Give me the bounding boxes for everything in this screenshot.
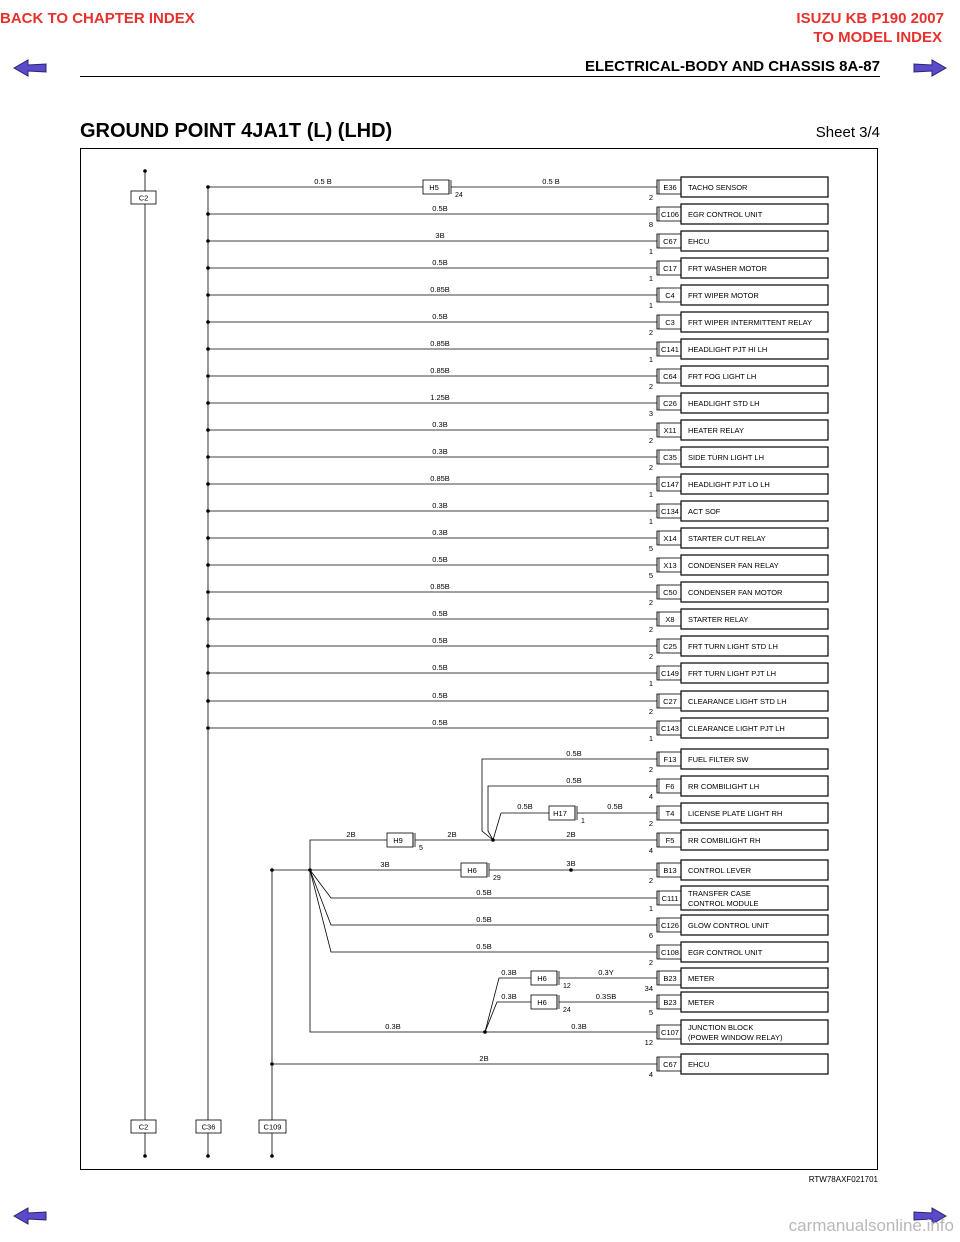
component-name: CLEARANCE LIGHT PJT LH <box>688 724 785 733</box>
component-name: LICENSE PLATE LIGHT RH <box>688 809 783 818</box>
connector-code: B23 <box>663 998 677 1007</box>
junction-dot <box>206 671 210 675</box>
connector-pin: 2 <box>648 625 653 634</box>
connector-pin: 2 <box>648 193 653 202</box>
wire-label: 3B <box>435 231 445 240</box>
connector-code: C108 <box>661 948 679 957</box>
connector-code: X11 <box>663 426 677 435</box>
connector-pin: 1 <box>648 355 653 364</box>
connector-code: C3 <box>665 318 675 327</box>
junction-dot <box>206 509 210 513</box>
component-name: METER <box>688 998 715 1007</box>
wire-label: 0.85B <box>430 285 450 294</box>
connector-pin: 2 <box>648 436 653 445</box>
wire-label: 0.85B <box>430 474 450 483</box>
connector-code: C107 <box>661 1028 679 1037</box>
junction-dot <box>206 536 210 540</box>
junction-dot <box>206 699 210 703</box>
junction-dot <box>206 374 210 378</box>
connector-code: C27 <box>663 697 677 706</box>
connector-code: B23 <box>663 974 677 983</box>
component-name: RR COMBILIGHT RH <box>688 836 761 845</box>
connector-code: C111 <box>661 894 679 903</box>
wire-label: 0.3SB <box>595 992 617 1001</box>
junction-dot <box>491 838 495 842</box>
connector-pin: 2 <box>648 328 653 337</box>
ground-c36-label: C36 <box>201 1122 216 1132</box>
wiring-diagram <box>80 148 878 1170</box>
component-name: EHCU <box>688 1060 710 1069</box>
connector-code: X8 <box>665 615 675 624</box>
connector-pin: 2 <box>648 598 653 607</box>
wire-label: 0.3B <box>501 992 517 1001</box>
component-name: STARTER CUT RELAY <box>688 534 766 543</box>
connector-pin: 5 <box>648 544 653 553</box>
wire-label: 0.5B <box>476 915 492 924</box>
wire-label: 0.5B <box>607 802 623 811</box>
splice-h6-label: H6 <box>537 974 547 983</box>
component-name: TRANSFER CASE <box>688 889 751 898</box>
component-name: SIDE TURN LIGHT LH <box>688 453 764 462</box>
component-name: CONDENSER FAN RELAY <box>688 561 779 570</box>
connector-code: C4 <box>665 291 675 300</box>
wire-label: 2B <box>479 1054 489 1063</box>
component-name: GLOW CONTROL UNIT <box>688 921 769 930</box>
wire <box>310 840 390 870</box>
connector-pin: 6 <box>648 931 653 940</box>
connector-code: C149 <box>661 669 679 678</box>
connector-pin: 1 <box>648 517 653 526</box>
connector-pin: 12 <box>644 1038 653 1047</box>
component-name: CLEARANCE LIGHT STD LH <box>688 697 787 706</box>
wire <box>310 870 657 952</box>
next-page-arrow-icon[interactable] <box>912 58 948 78</box>
connector-code: C50 <box>663 588 677 597</box>
junction-dot <box>206 185 210 189</box>
connector-code: F13 <box>663 755 677 764</box>
component-name: METER <box>688 974 715 983</box>
component-name: FRT WASHER MOTOR <box>688 264 767 273</box>
connector-pin: 4 <box>648 1070 653 1079</box>
connector-pin: 1 <box>648 274 653 283</box>
connector-pin: 5 <box>648 1008 653 1017</box>
component-name: FRT FOG LIGHT LH <box>688 372 757 381</box>
connector-code: C147 <box>661 480 679 489</box>
to-model-index-link[interactable]: TO MODEL INDEX <box>813 29 942 46</box>
connector-code: C35 <box>663 453 677 462</box>
connector-code: F6 <box>665 782 675 791</box>
wire-label: 0.5 B <box>542 177 560 186</box>
page-title: GROUND POINT 4JA1T (L) (LHD) <box>80 120 393 142</box>
connector-code: C26 <box>663 399 677 408</box>
connector-pin: 1 <box>648 904 653 913</box>
connector-pin: 1 <box>648 247 653 256</box>
connector-pin: 5 <box>648 571 653 580</box>
connector-pin: 1 <box>648 734 653 743</box>
wire-label: 0.3B <box>432 501 448 510</box>
wire-label: 0.5B <box>432 609 448 618</box>
component-name: FUEL FILTER SW <box>688 755 749 764</box>
connector-code: B13 <box>663 866 677 875</box>
junction-dot <box>206 726 210 730</box>
connector-code: C67 <box>663 1060 677 1069</box>
splice-h5-pin: 24 <box>455 192 463 199</box>
wire-label: 0.5B <box>432 312 448 321</box>
wire-label: 0.5B <box>432 204 448 213</box>
connector-pin: 1 <box>648 301 653 310</box>
connector-code: C141 <box>661 345 679 354</box>
component-name: JUNCTION BLOCK <box>688 1023 754 1032</box>
ground-c109-label: C109 <box>263 1122 282 1132</box>
component-name: CONDENSER FAN MOTOR <box>688 588 783 597</box>
component-name: (POWER WINDOW RELAY) <box>688 1033 783 1042</box>
connector-pin: 2 <box>648 707 653 716</box>
wire-label: 3B <box>566 859 576 868</box>
component-name: HEATER RELAY <box>688 426 744 435</box>
wire-label: 0.3Y <box>598 968 614 977</box>
ground-end-dot <box>270 1154 274 1158</box>
connector-code: X13 <box>663 561 677 570</box>
wire-label: 0.3B <box>432 528 448 537</box>
wire-label: 0.3B <box>501 968 517 977</box>
component-name: EGR CONTROL UNIT <box>688 210 763 219</box>
connector-code: E36 <box>663 183 677 192</box>
wire-label: 2B <box>447 830 457 839</box>
component-name: EGR CONTROL UNIT <box>688 948 763 957</box>
junction-dot <box>206 320 210 324</box>
connector-pin: 2 <box>648 765 653 774</box>
sheet-label: Sheet 3/4 <box>815 124 880 141</box>
wire-label: 0.3B <box>385 1022 401 1031</box>
splice-h5-label: H5 <box>429 183 439 192</box>
wire-label: 0.85B <box>430 582 450 591</box>
wire-label: 2B <box>346 830 356 839</box>
wire-label: 0.3B <box>432 420 448 429</box>
component-name: HEADLIGHT PJT LO LH <box>688 480 770 489</box>
wire-label: 0.5B <box>432 258 448 267</box>
wire-label: 2B <box>566 830 576 839</box>
connector-pin: 4 <box>648 846 653 855</box>
connector-pin: 8 <box>648 220 653 229</box>
connector-pin: 2 <box>648 958 653 967</box>
connector-code: C106 <box>661 210 679 219</box>
component-name: FRT WIPER MOTOR <box>688 291 759 300</box>
wire-label: 0.3B <box>571 1022 587 1031</box>
splice-h6-pin: 29 <box>493 875 501 882</box>
wire-label: 1.25B <box>430 393 450 402</box>
connector-pin: 1 <box>648 679 653 688</box>
wiring-diagram-canvas <box>81 149 879 1171</box>
wire-label: 0.5B <box>432 691 448 700</box>
connector-pin: 2 <box>648 652 653 661</box>
wire-label: 3B <box>380 860 390 869</box>
splice-h9-label: H9 <box>393 836 403 845</box>
wire-label: 0.5B <box>476 888 492 897</box>
wire-label: 0.3B <box>432 447 448 456</box>
wire-label: 0.5B <box>432 555 448 564</box>
connector-code: X14 <box>663 534 677 543</box>
junction-dot <box>206 617 210 621</box>
connector-pin: 1 <box>648 490 653 499</box>
wire-label: 0.5B <box>476 942 492 951</box>
ground-end-dot <box>143 1154 147 1158</box>
connector-code: C143 <box>661 724 679 733</box>
component-name: FRT TURN LIGHT STD LH <box>688 642 778 651</box>
connector-code: C25 <box>663 642 677 651</box>
watermark: carmanualsonline.info <box>788 1216 954 1235</box>
wire-label: 0.85B <box>430 366 450 375</box>
wire-label: 0.5B <box>432 636 448 645</box>
component-name: CONTROL LEVER <box>688 866 752 875</box>
ground-end-dot <box>206 1154 210 1158</box>
splice-h6-pin: 24 <box>563 1007 571 1014</box>
connector-code: F5 <box>665 836 675 845</box>
connector-code: C134 <box>661 507 679 516</box>
junction-dot <box>206 455 210 459</box>
junction-dot <box>206 428 210 432</box>
wire-label: 0.5B <box>432 663 448 672</box>
splice-h17-pin: 1 <box>581 818 585 825</box>
wire-label: 0.5B <box>566 776 582 785</box>
junction-dot <box>270 1062 274 1066</box>
junction-dot <box>206 482 210 486</box>
wire-label: 0.5B <box>566 749 582 758</box>
component-name: TACHO SENSOR <box>688 183 748 192</box>
connector-pin: 3 <box>648 409 653 418</box>
splice-h6-label: H6 <box>467 866 477 875</box>
header-rule <box>80 76 880 77</box>
connector-pin: 2 <box>648 876 653 885</box>
connector-pin: 2 <box>648 819 653 828</box>
ground-c2-bottom-label: C2 <box>138 1122 149 1132</box>
wire-label: 0.5B <box>432 718 448 727</box>
ground-c2-top-label: C2 <box>138 193 149 203</box>
prev-page-arrow-bottom-icon[interactable] <box>12 1206 48 1226</box>
wire <box>482 759 657 840</box>
component-name: CONTROL MODULE <box>688 899 759 908</box>
connector-pin: 34 <box>644 984 653 993</box>
connector-pin: 2 <box>648 382 653 391</box>
junction-dot <box>206 644 210 648</box>
splice-h6-label: H6 <box>537 998 547 1007</box>
model-title: ISUZU KB P190 2007 <box>796 10 944 27</box>
prev-page-arrow-icon[interactable] <box>12 58 48 78</box>
reference-code: RTW78AXF021701 <box>808 1175 878 1184</box>
junction-dot <box>206 212 210 216</box>
connector-pin: 2 <box>648 463 653 472</box>
component-name: HEADLIGHT PJT HI LH <box>688 345 768 354</box>
connector-code: C126 <box>661 921 679 930</box>
junction-dot <box>206 293 210 297</box>
component-name: STARTER RELAY <box>688 615 749 624</box>
ground-end-dot <box>143 169 147 173</box>
component-name: HEADLIGHT STD LH <box>688 399 760 408</box>
component-name: RR COMBILIGHT LH <box>688 782 760 791</box>
component-name: FRT WIPER INTERMITTENT RELAY <box>688 318 813 327</box>
connector-code: C64 <box>663 372 677 381</box>
junction-dot <box>206 401 210 405</box>
connector-code: C17 <box>663 264 677 273</box>
junction-dot <box>206 266 210 270</box>
component-name: FRT TURN LIGHT PJT LH <box>688 669 777 678</box>
back-to-chapter-index-link[interactable]: BACK TO CHAPTER INDEX <box>0 10 195 27</box>
connector-code: T4 <box>665 809 675 818</box>
splice-h9-pin: 5 <box>419 845 423 852</box>
connector-code: C67 <box>663 237 677 246</box>
junction-dot <box>206 590 210 594</box>
wire <box>485 978 531 1032</box>
wire-label: 0.85B <box>430 339 450 348</box>
junction-dot <box>206 347 210 351</box>
junction-dot <box>206 563 210 567</box>
component-name: EHCU <box>688 237 710 246</box>
splice-h17-label: H17 <box>553 809 567 818</box>
section-header: ELECTRICAL-BODY AND CHASSIS 8A-87 <box>584 58 880 75</box>
component-name: ACT SOF <box>688 507 721 516</box>
wire-label: 0.5B <box>517 802 533 811</box>
junction-dot <box>569 868 573 872</box>
junction-dot <box>206 239 210 243</box>
wire <box>493 813 501 840</box>
splice-h6-pin: 12 <box>563 983 571 990</box>
connector-pin: 4 <box>648 792 653 801</box>
wire-label: 0.5 B <box>314 177 332 186</box>
